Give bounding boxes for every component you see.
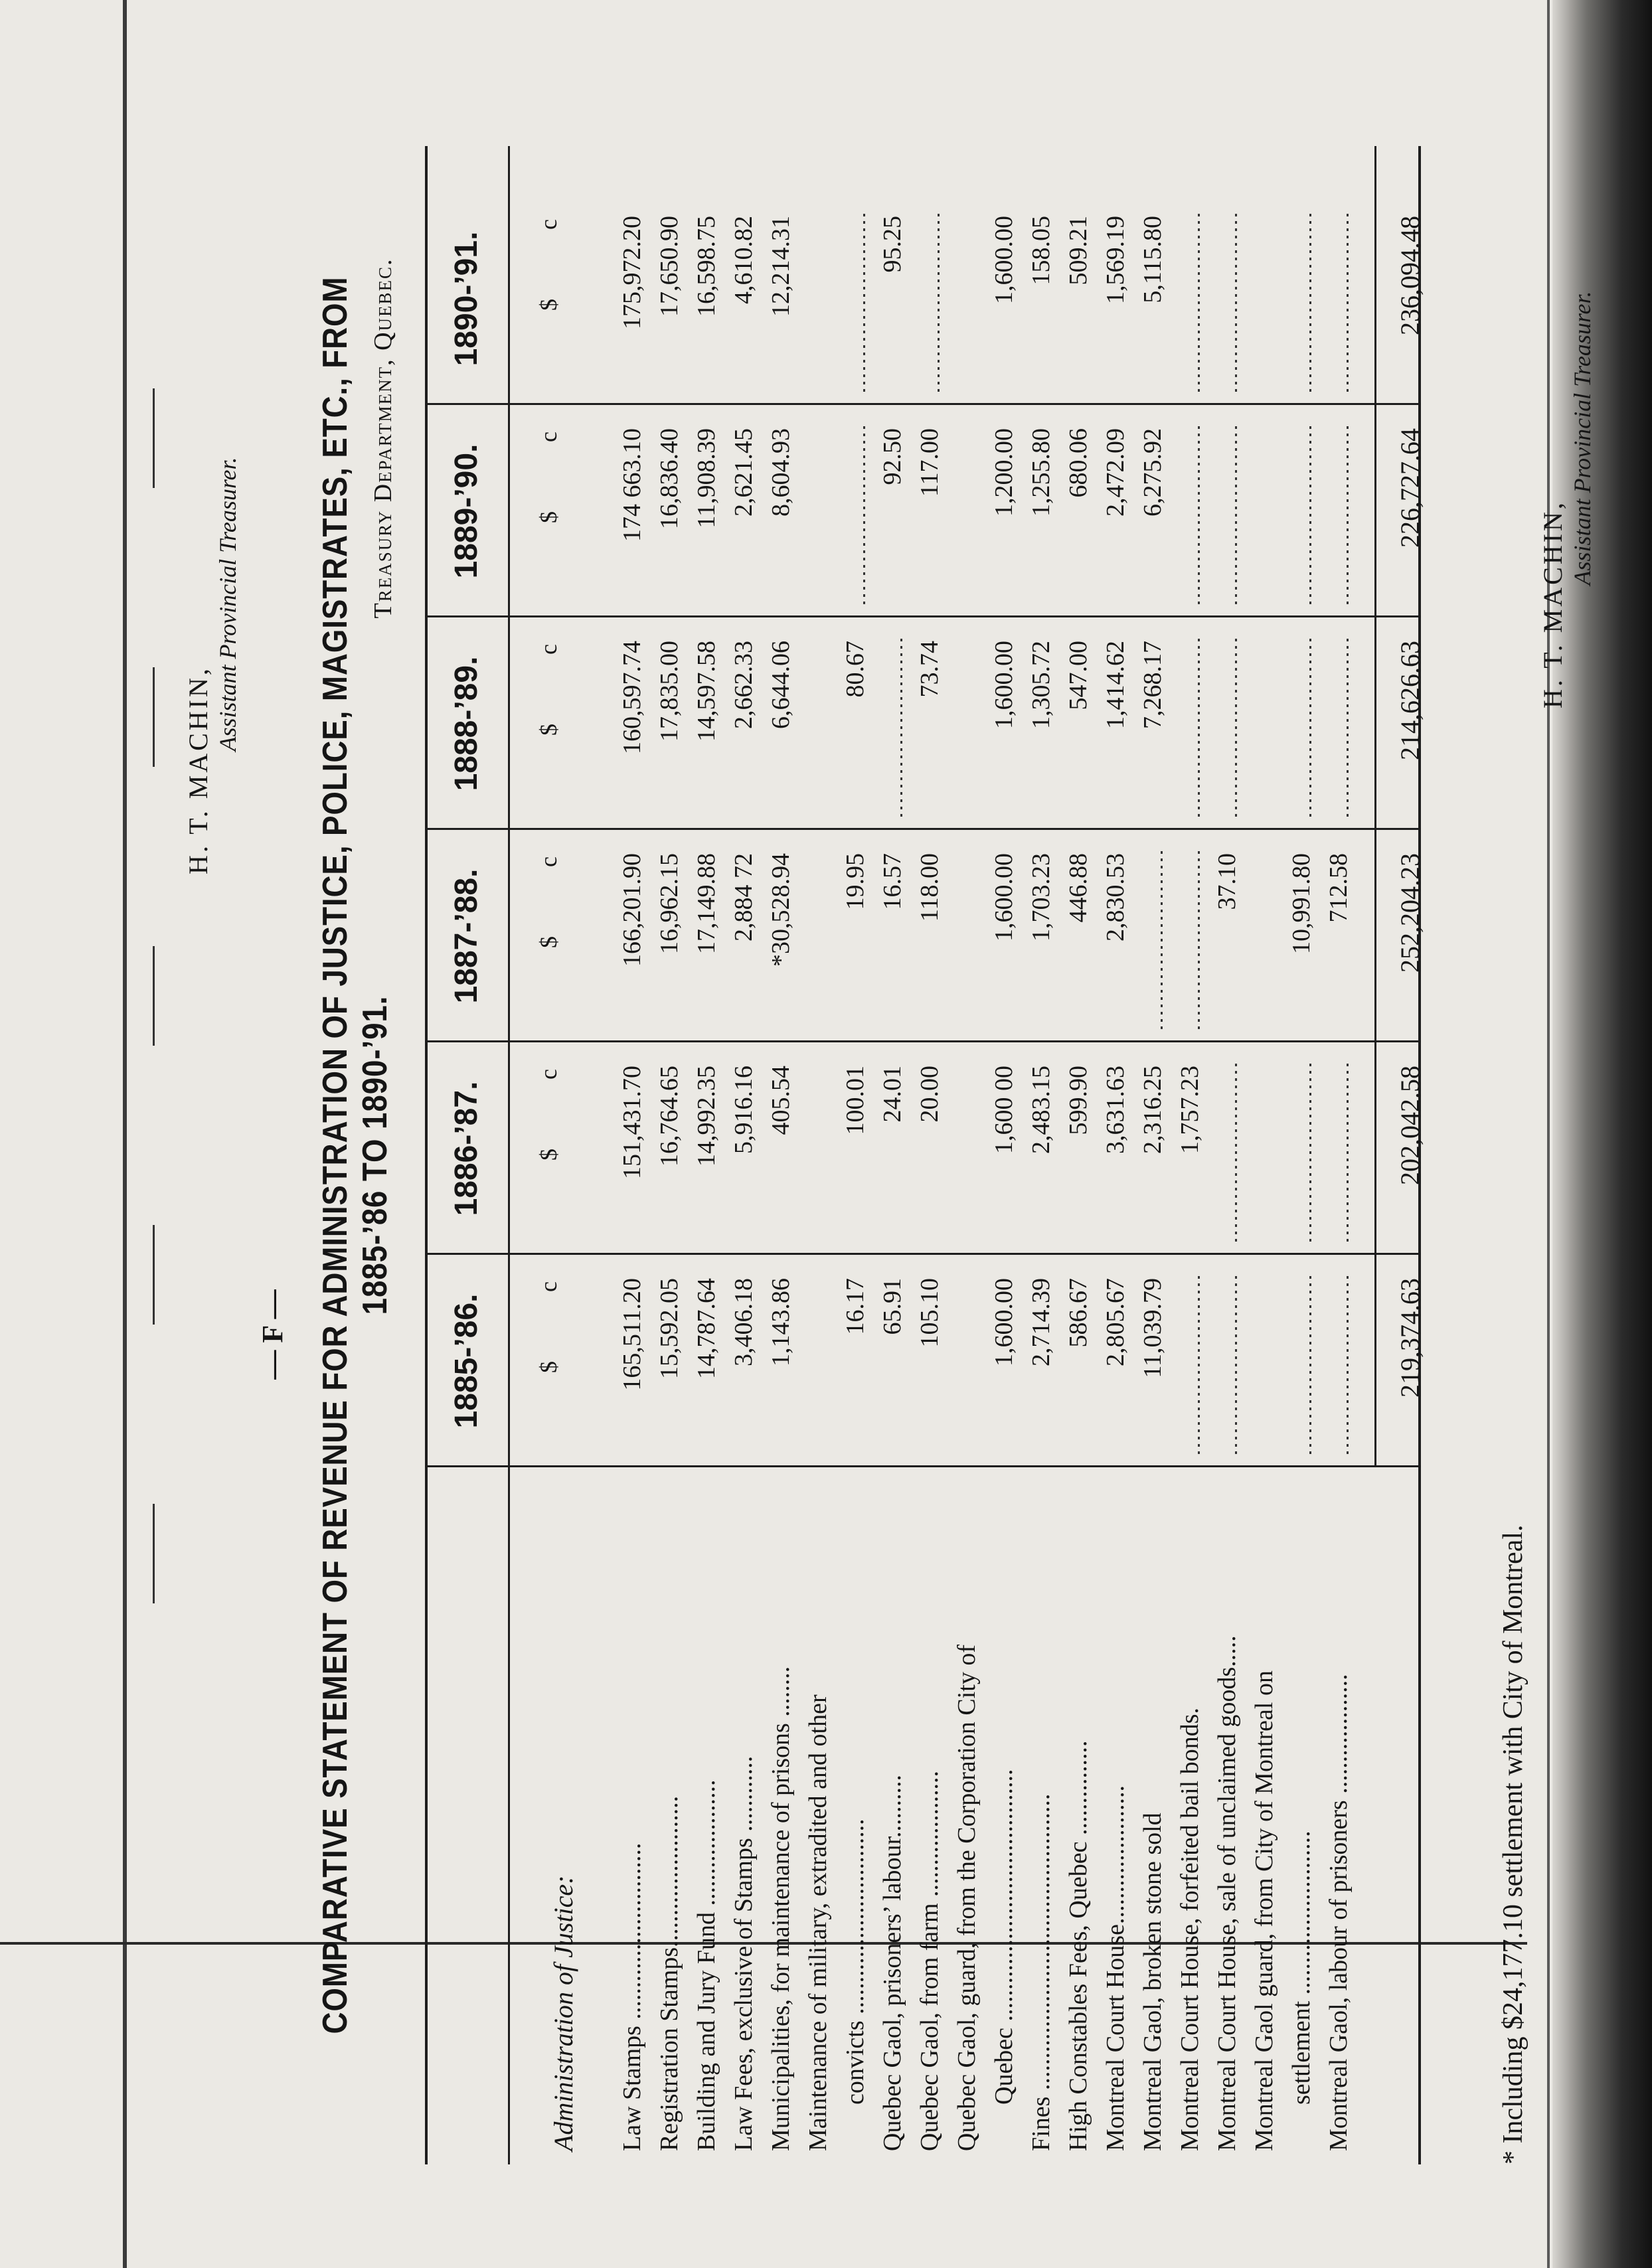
unit-dollar: $: [535, 1361, 562, 1373]
total-value: 202,042.58: [1395, 1066, 1425, 1185]
cell-value: 16,764.65: [655, 1066, 683, 1167]
total-value: 219,374.63: [1395, 1278, 1425, 1398]
empty-cell-leader: [1309, 212, 1311, 392]
cell-value: 16.17: [841, 1278, 869, 1335]
cell-value: 11,908.39: [693, 428, 720, 528]
cell-value: 14,787.64: [693, 1278, 720, 1379]
empty-cell-leader: [1347, 1062, 1349, 1242]
row-label: Building and Jury Fund ....................: [693, 1779, 720, 2151]
empty-cell-leader: [1198, 212, 1200, 392]
cell-value: 599.90: [1064, 1066, 1092, 1135]
empty-cell-leader: [1198, 425, 1200, 604]
cell-value: 14,992.35: [693, 1066, 720, 1167]
unit-cent: c: [535, 219, 562, 230]
cell-value: 14,597.58: [693, 641, 720, 742]
cell-value: 446.88: [1064, 853, 1092, 923]
cell-value: 100.01: [841, 1066, 869, 1135]
cell-value: 1,600.00: [990, 216, 1018, 304]
cell-value: 3,406.18: [730, 1278, 758, 1366]
total-value: 236,094.48: [1395, 216, 1425, 335]
cell-value: 1,600.00: [990, 853, 1018, 941]
unit-cent: c: [535, 856, 562, 867]
unit-cent: c: [535, 1281, 562, 1292]
unit-cent: c: [535, 644, 562, 655]
cell-value: 20.00: [916, 1066, 944, 1123]
row-label: Fines ...............................................: [1027, 1793, 1055, 2151]
cell-value: 1,600.00: [990, 641, 1018, 729]
cell-value: 92.50: [878, 428, 906, 485]
empty-cell-leader: [1198, 1275, 1200, 1454]
year-header: 1885-’86.: [449, 1293, 484, 1429]
cell-value: 24.01: [878, 1066, 906, 1123]
cell-value: 1,757.23: [1176, 1066, 1204, 1154]
year-header: 1887-’88.: [449, 868, 484, 1004]
empty-cell-leader: [938, 212, 940, 392]
cell-value: 2,830.53: [1102, 853, 1129, 941]
cell-value: *30,528.94: [767, 853, 795, 967]
empty-cell-leader: [1198, 850, 1200, 1029]
cell-value: 586.67: [1064, 1278, 1092, 1348]
cell-value: 16,836.40: [655, 428, 683, 529]
row-label: Montreal Gaol, labour of prisoners ...................: [1325, 1674, 1353, 2151]
empty-cell-leader: [900, 637, 902, 817]
row-label: Registration Stamps........................: [655, 1795, 683, 2151]
signature-name: H. T. MACHIN,: [1538, 500, 1568, 708]
cell-value: 7,268.17: [1139, 641, 1167, 729]
year-header: 1886-’87.: [449, 1081, 484, 1216]
cell-value: 2,472.09: [1102, 428, 1129, 517]
cell-value: 2,483.15: [1027, 1066, 1055, 1154]
cell-value: 5,115.80: [1139, 216, 1167, 303]
cell-value: 2,316.25: [1139, 1066, 1167, 1154]
cell-value: 73.74: [916, 641, 944, 698]
cell-value: 165,511.20: [618, 1278, 646, 1391]
row-label: Montreal Gaol, broken stone sold: [1139, 1813, 1167, 2151]
cell-value: 118.00: [916, 853, 944, 922]
bottom-signature: [1537, 206, 1596, 1003]
cell-value: 1,255.80: [1027, 428, 1055, 517]
section-letter: — F —: [256, 1289, 289, 1380]
row-label: Montreal Gaol guard, from City of Montreal on: [1250, 1670, 1278, 2151]
unit-dollar: $: [535, 299, 562, 311]
cell-value: 15,592.05: [655, 1278, 683, 1379]
unit-dollar: $: [535, 936, 562, 948]
empty-cell-leader: [1235, 637, 1237, 817]
section-heading: Administration of Justice:: [548, 1875, 578, 2151]
cell-value: 2,662.33: [730, 641, 758, 729]
cell-value: 547.00: [1064, 641, 1092, 710]
cell-value: 680.06: [1064, 428, 1092, 498]
cell-value: 158.05: [1027, 216, 1055, 285]
cell-value: 2,621.45: [730, 428, 758, 517]
empty-cell-leader: [1235, 212, 1237, 392]
cell-value: 166,201.90: [618, 853, 646, 967]
empty-cell-leader: [1198, 637, 1200, 817]
cell-value: 11,039.79: [1139, 1278, 1167, 1378]
cell-value: 1,414.62: [1102, 641, 1129, 729]
top-signature: [183, 372, 242, 1169]
cell-value: 1,600.00: [990, 1278, 1018, 1366]
row-label: Montreal Court House, forfeited bail bonds.: [1176, 1707, 1204, 2151]
row-label: Quebec Gaol, from farm ....................: [916, 1770, 944, 2151]
unit-dollar: $: [535, 724, 562, 736]
empty-cell-leader: [1309, 1275, 1311, 1454]
page-subtitle: Treasury Department, Quebec.: [369, 258, 397, 619]
cell-value: 6,275.92: [1139, 428, 1167, 517]
cell-value: 105.10: [916, 1278, 944, 1348]
cell-value: 712.58: [1325, 853, 1353, 923]
cell-value: 95.25: [878, 216, 906, 273]
row-label: Maintenance of military, extradited and other: [804, 1694, 832, 2151]
unit-dollar: $: [535, 1149, 562, 1161]
cell-value: 1,569.19: [1102, 216, 1129, 304]
row-label: Law Fees, exclusive of Stamps ............: [730, 1755, 758, 2151]
empty-cell-leader: [1235, 1062, 1237, 1242]
empty-cell-leader: [863, 212, 865, 392]
cell-value: 16,598.75: [693, 216, 720, 317]
unit-dollar: $: [535, 511, 562, 523]
empty-cell-leader: [1235, 1275, 1237, 1454]
row-label: Montreal Court House......................: [1102, 1785, 1129, 2151]
cell-value: 17,650.90: [655, 216, 683, 317]
row-label: Law Stamps ............................: [618, 1842, 646, 2151]
cell-value: 3,631.63: [1102, 1066, 1129, 1154]
cell-value: 1,600 00: [990, 1066, 1018, 1154]
total-value: 226,727.64: [1395, 428, 1425, 548]
cell-value: 16,962.15: [655, 853, 683, 954]
empty-cell-leader: [1347, 425, 1349, 604]
cell-value: 1,305.72: [1027, 641, 1055, 729]
empty-cell-leader: [1347, 1275, 1349, 1454]
row-label: High Constables Fees, Quebec ...............: [1064, 1740, 1092, 2151]
page-edge-line: [123, 0, 127, 2268]
cell-value: 2,714.39: [1027, 1278, 1055, 1366]
signature-role: Assistant Provincial Treasurer.: [214, 457, 241, 752]
signature-name: H. T. MACHIN,: [183, 666, 213, 874]
cell-value: 16.57: [878, 853, 906, 910]
row-label: convicts ...............................: [841, 1819, 869, 2105]
row-label: settlement ..........................: [1287, 1830, 1315, 2105]
unit-cent: c: [535, 1069, 562, 1080]
unit-cent: c: [535, 432, 562, 442]
cell-value: 17,149.88: [693, 853, 720, 954]
total-rule: [1374, 146, 1376, 1467]
cell-value: 117.00: [916, 428, 944, 497]
table-top-rule: [425, 146, 428, 2164]
empty-cell-leader: [863, 425, 865, 604]
row-label: Municipalities, for maintenance of prisons ........: [767, 1666, 795, 2151]
cell-value: 6,644.06: [767, 641, 795, 729]
header-rule: [508, 146, 510, 2164]
cell-value: 1,703.23: [1027, 853, 1055, 941]
cell-value: 19.95: [841, 853, 869, 910]
row-label: Montreal Court House, sale of unclaimed goods.....: [1213, 1635, 1241, 2151]
empty-cell-leader: [1309, 425, 1311, 604]
cell-value: 2,884 72: [730, 853, 758, 941]
cell-value: 1,200.00: [990, 428, 1018, 517]
cell-value: 2,805.67: [1102, 1278, 1129, 1366]
cell-value: 8,604.93: [767, 428, 795, 517]
row-label: Quebec ........................................: [990, 1769, 1018, 2105]
cell-value: 151,431.70: [618, 1066, 646, 1179]
cell-value: 405.54: [767, 1066, 795, 1135]
revenue-table: [425, 146, 1425, 2164]
cell-value: 17,835.00: [655, 641, 683, 742]
empty-cell-leader: [1235, 425, 1237, 604]
empty-cell-leader: [1309, 1062, 1311, 1242]
empty-cell-leader: [1309, 637, 1311, 817]
cell-value: 174 663.10: [618, 428, 646, 542]
column-divider: [425, 403, 1421, 405]
row-label: Quebec Gaol, guard, from the Corporation City of: [953, 1645, 981, 2151]
empty-cell-leader: [1161, 850, 1163, 1029]
cell-value: 10,991.80: [1287, 853, 1315, 954]
cell-value: 12,214.31: [767, 216, 795, 317]
year-header: 1890-’91.: [449, 231, 484, 366]
cell-value: 1,143.86: [767, 1278, 795, 1366]
footnote: * Including $24,177.10 settlement with City of Montreal.: [1498, 1524, 1528, 2164]
cell-value: 160,597.74: [618, 641, 646, 754]
empty-cell-leader: [1347, 212, 1349, 392]
year-header: 1889-’90.: [449, 444, 484, 579]
row-label: Quebec Gaol, prisoners’ labour..........: [878, 1774, 906, 2151]
empty-cell-leader: [1347, 637, 1349, 817]
rotated-content: [146, 146, 1652, 2164]
signature-role: Assistant Provincial Treasurer.: [1569, 291, 1596, 586]
year-header: 1888-’89.: [449, 656, 484, 791]
page-title: COMPARATIVE STATEMENT OF REVENUE FOR ADMINISTRATION OF JUSTICE, POLICE, MAGISTRATES, ETC., FROM 1885-’86 TO 1890-’91.: [316, 276, 394, 2034]
total-value: 252,204.23: [1395, 853, 1425, 973]
cell-value: 5,916.16: [730, 1066, 758, 1154]
cell-value: 4,610.82: [730, 216, 758, 304]
cell-value: 37.10: [1213, 853, 1241, 910]
cell-value: 175,972.20: [618, 216, 646, 329]
cell-value: 65.91: [878, 1278, 906, 1335]
total-value: 214,626.63: [1395, 641, 1425, 760]
cell-value: 80.67: [841, 641, 869, 698]
cell-value: 509.21: [1064, 216, 1092, 285]
